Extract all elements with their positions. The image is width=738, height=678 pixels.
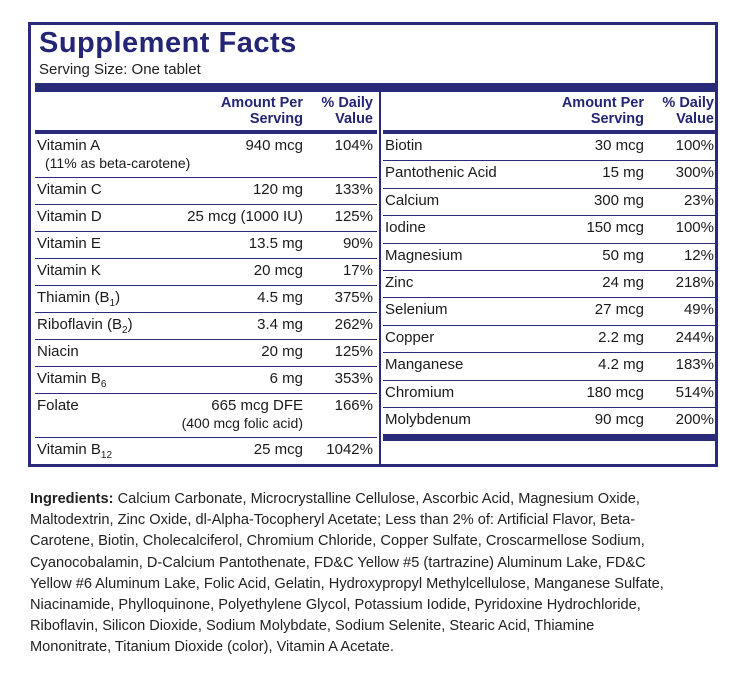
nutrient-name xyxy=(385,411,471,429)
nutrient-name-subscript: 12 xyxy=(100,450,113,461)
nutrient-row xyxy=(35,259,377,286)
panel-title: Supplement Facts xyxy=(39,27,297,59)
nutrient-name-text: Chromium xyxy=(385,383,455,401)
nutrient-row xyxy=(383,189,718,216)
nutrient-daily-value: 218% xyxy=(675,273,714,291)
column-divider xyxy=(379,92,381,467)
nutrient-name xyxy=(37,262,101,280)
supplement-facts-panel xyxy=(28,22,718,467)
nutrient-name xyxy=(37,316,133,340)
nutrient-amount: 20 mcg xyxy=(253,262,303,279)
nutrient-amount: 6 mg xyxy=(269,370,303,387)
nutrient-row xyxy=(35,205,377,232)
right-column-header xyxy=(383,92,718,134)
nutrient-daily-value: 353% xyxy=(334,370,373,387)
nutrient-daily-value: 262% xyxy=(334,316,373,333)
amount-header-line2: Serving xyxy=(590,111,644,127)
nutrient-name xyxy=(385,247,463,265)
nutrient-daily-value: 12% xyxy=(683,246,714,264)
nutrient-name xyxy=(37,137,100,155)
nutrient-daily-value: 514% xyxy=(675,383,714,401)
right-rows xyxy=(383,134,718,435)
nutrient-name xyxy=(385,192,439,210)
nutrient-row xyxy=(35,178,377,205)
nutrient-daily-value: 375% xyxy=(334,289,373,306)
nutrient-note: (11% as beta-carotene) xyxy=(45,155,191,171)
dv-header-line1: % Daily xyxy=(662,95,714,111)
nutrient-name-text: Selenium xyxy=(385,301,448,319)
nutrient-name xyxy=(385,356,463,374)
nutrient-daily-value: 183% xyxy=(675,356,714,374)
nutrient-name-subscript: 1 xyxy=(109,298,116,309)
nutrient-name-text: Vitamin B xyxy=(37,441,101,458)
nutrient-amount: 3.4 mg xyxy=(257,316,303,333)
nutrient-name-text: Molybdenum xyxy=(385,410,471,428)
nutrient-amount-note: (400 mcg folic acid) xyxy=(181,415,303,431)
nutrient-name xyxy=(385,329,434,347)
nutrient-daily-value: 23% xyxy=(683,191,714,209)
nutrient-name xyxy=(37,370,106,394)
nutrient-amount: 25 mcg xyxy=(253,441,303,458)
nutrient-row xyxy=(383,216,718,243)
nutrient-name-text: Thiamin (B xyxy=(37,289,110,306)
nutrient-name-text: Niacin xyxy=(37,343,79,360)
nutrient-row xyxy=(383,161,718,188)
nutrient-amount: 2.2 mg xyxy=(598,328,644,346)
nutrient-daily-value: 133% xyxy=(334,181,373,198)
nutrient-name-text: Vitamin D xyxy=(37,208,102,225)
nutrient-amount: 300 mg xyxy=(593,191,644,209)
left-rows xyxy=(35,134,377,465)
nutrient-daily-value: 244% xyxy=(675,328,714,346)
nutrient-daily-value: 1042% xyxy=(326,441,373,458)
left-column xyxy=(35,92,377,465)
nutrient-row xyxy=(383,408,718,435)
nutrient-row xyxy=(383,134,718,161)
nutrient-row xyxy=(383,326,718,353)
header-bar xyxy=(35,83,715,92)
nutrient-row xyxy=(35,438,377,465)
nutrient-name-text: Zinc xyxy=(385,273,414,291)
nutrient-name-text: Magnesium xyxy=(385,246,463,264)
amount-header xyxy=(221,95,303,127)
nutrient-amount: 150 mcg xyxy=(586,219,644,237)
nutrient-amount: 90 mcg xyxy=(594,410,644,428)
nutrient-daily-value: 17% xyxy=(342,262,373,279)
nutrient-daily-value: 200% xyxy=(675,410,714,428)
nutrient-amount: 665 mcg DFE xyxy=(211,397,303,414)
nutrient-daily-value: 125% xyxy=(334,208,373,225)
nutrient-name-text: Vitamin E xyxy=(37,235,101,252)
nutrient-name-subscript: 6 xyxy=(100,379,107,390)
nutrient-daily-value: 125% xyxy=(334,343,373,360)
ingredients-text: Calcium Carbonate, Microcrystalline Cellulose, Ascorbic Acid, Magnesium Oxide, Maltodextrin, Zinc Oxide, dl-Alpha-Tocopheryl Acetate; Less than 2% of: Artificial Flavor, Beta-Carotene, Biotin, Cholecalciferol, Chromium Chloride, Copper Sulfate, Croscarmellose Sodium, Cyanocobalamin, D-Calcium Pantothenate, FD&C Yellow #5 (tartrazine) Aluminum Lake, FD&C Yellow #6 Aluminum Lake, Folic Acid, Gelatin, Hydroxypropyl Methylcellulose, Manganese Sulfate, Niacinamide, Phylloquinone, Polyethylene Glycol, Potassium Iodide, Pyridoxine Hydrochloride, Riboflavin, Silicon Dioxide, Sodium Molybdate, Sodium Selenite, Stearic Acid, Thiamine Mononitrate, Titanium Dioxide (color), Vitamin A Acetate. xyxy=(30,491,664,656)
nutrient-row xyxy=(383,353,718,380)
amount-header xyxy=(562,95,644,127)
nutrient-name xyxy=(385,274,413,292)
nutrient-daily-value: 300% xyxy=(675,164,714,182)
dv-header xyxy=(662,95,714,127)
nutrient-name-text: Riboflavin (B xyxy=(37,316,123,333)
nutrient-row xyxy=(35,313,377,340)
nutrient-name-text: Vitamin K xyxy=(37,262,101,279)
nutrient-row xyxy=(35,394,377,438)
nutrient-name xyxy=(37,181,102,199)
nutrient-daily-value: 104% xyxy=(334,137,373,154)
nutrient-amount: 24 mg xyxy=(602,273,644,291)
ingredients-label: Ingredients: xyxy=(30,491,114,507)
nutrient-name xyxy=(37,289,120,313)
nutrient-amount: 27 mcg xyxy=(594,301,644,319)
nutrient-name-text: Vitamin B xyxy=(37,370,101,387)
nutrient-amount: 120 mg xyxy=(252,181,303,198)
nutrient-row xyxy=(35,367,377,394)
nutrient-name-end: ) xyxy=(115,289,121,306)
nutrient-name-text: Vitamin C xyxy=(37,181,102,198)
amount-header-line1: Amount Per xyxy=(561,95,644,111)
nutrient-amount: 940 mcg xyxy=(245,137,303,154)
amount-header-line2: Serving xyxy=(249,111,303,127)
nutrient-amount: 25 mcg (1000 IU) xyxy=(187,208,303,225)
dv-header-line2: Value xyxy=(676,111,714,127)
nutrient-daily-value: 166% xyxy=(334,397,373,414)
nutrient-name xyxy=(385,137,423,155)
nutrient-name xyxy=(37,235,101,253)
nutrient-daily-value: 49% xyxy=(683,301,714,319)
nutrient-name xyxy=(37,343,79,361)
nutrient-name xyxy=(385,219,426,237)
nutrient-row xyxy=(35,232,377,259)
left-column-header xyxy=(35,92,377,134)
nutrient-name xyxy=(385,164,497,182)
nutrient-name xyxy=(37,441,112,465)
nutrient-amount: 4.2 mg xyxy=(598,356,644,374)
ingredients-section xyxy=(30,489,670,659)
nutrient-name-subscript: 2 xyxy=(122,325,128,336)
serving-size: Serving Size: One tablet xyxy=(39,61,201,78)
nutrient-row xyxy=(35,286,377,313)
nutrient-amount: 20 mg xyxy=(261,343,303,360)
nutrient-name-text: Manganese xyxy=(385,356,464,374)
nutrient-name-end: ) xyxy=(127,316,133,333)
nutrient-amount: 30 mcg xyxy=(594,137,644,154)
right-column xyxy=(383,92,718,441)
dv-header-line2: Value xyxy=(335,111,373,127)
dv-header xyxy=(321,95,373,127)
nutrient-row xyxy=(35,340,377,367)
amount-header-line1: Amount Per xyxy=(220,95,303,111)
nutrient-daily-value: 90% xyxy=(342,235,373,252)
nutrient-name xyxy=(37,208,102,226)
nutrient-row xyxy=(383,381,718,408)
nutrient-name xyxy=(385,384,454,402)
nutrient-name xyxy=(37,397,79,415)
nutrient-row xyxy=(383,298,718,325)
nutrient-name-text: Pantothenic Acid xyxy=(385,164,497,182)
nutrient-amount: 50 mg xyxy=(602,246,644,264)
right-bottom-bar xyxy=(383,435,718,441)
nutrient-amount: 4.5 mg xyxy=(257,289,303,306)
nutrient-amount: 13.5 mg xyxy=(248,235,303,252)
nutrient-name-text: Iodine xyxy=(385,219,426,237)
dv-header-line1: % Daily xyxy=(321,95,373,111)
nutrient-name-text: Biotin xyxy=(385,137,423,154)
nutrient-amount: 15 mg xyxy=(602,164,644,182)
nutrient-amount: 180 mcg xyxy=(586,383,644,401)
nutrient-daily-value: 100% xyxy=(675,219,714,237)
nutrient-daily-value: 100% xyxy=(675,137,714,154)
nutrient-name-text: Copper xyxy=(385,328,435,346)
nutrient-name xyxy=(385,301,448,319)
nutrient-name-text: Vitamin A xyxy=(37,137,101,154)
nutrient-name-text: Folate xyxy=(37,397,79,414)
nutrient-row xyxy=(35,134,377,178)
nutrient-row xyxy=(383,244,718,271)
nutrient-row xyxy=(383,271,718,298)
nutrient-name-text: Calcium xyxy=(385,191,440,209)
